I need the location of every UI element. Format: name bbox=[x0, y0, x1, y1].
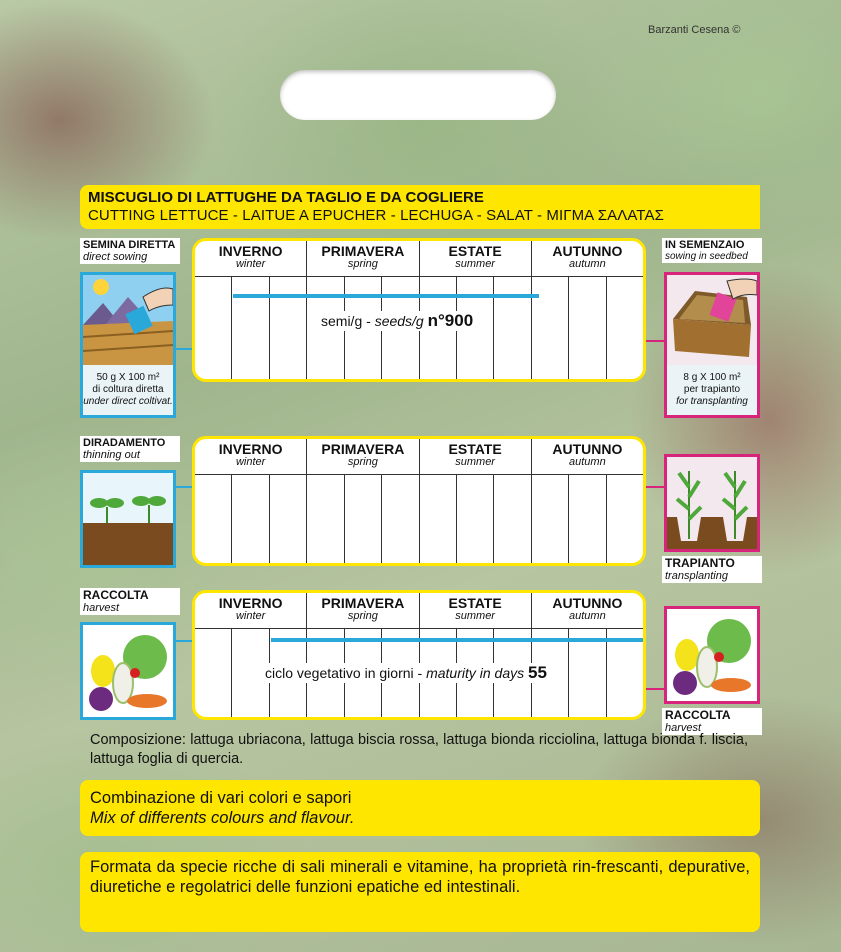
sowing-hand-icon bbox=[83, 275, 173, 365]
season-spring: PRIMAVERA spring bbox=[307, 241, 419, 276]
flavour-it: Combinazione di vari colori e sapori bbox=[90, 789, 352, 807]
harvest-illustration-left bbox=[80, 622, 176, 720]
harvest-label-right: RACCOLTA harvest bbox=[662, 708, 762, 735]
seedbed-caption-it: per trapianto bbox=[683, 384, 741, 395]
product-subtitle: CUTTING LETTUCE - LAITUE A EPUCHER - LECHUGA - SALAT - ΜΙΓΜΑ ΣΑΛΑΤΑΣ bbox=[88, 207, 664, 224]
calendar-sowing bbox=[192, 238, 646, 382]
direct-sowing-illustration bbox=[80, 272, 176, 418]
season-autumn: AUTUNNO autumn bbox=[552, 243, 623, 270]
seedbed-label: IN SEMENZAIO sowing in seedbed bbox=[662, 238, 762, 263]
composition-text: Composizione: lattuga ubriacona, lattuga biscia rossa, lattuga bionda ricciolina, lattuga bionda f. liscia, lattuga foglia di quercia. bbox=[90, 732, 748, 767]
direct-sowing-caption-it: di coltura diretta bbox=[92, 384, 164, 395]
connector-right-2 bbox=[646, 486, 664, 488]
transplant-icon bbox=[667, 457, 757, 549]
vegetables-icon bbox=[83, 625, 173, 717]
seedbed-icon bbox=[667, 275, 757, 365]
properties-text: Formata da specie ricche di sali minerali e vitamine, ha proprietà rin-frescanti, depurative, diuretiche e regolatrici delle funzioni epatiche ed intestinali. bbox=[90, 858, 750, 896]
calendar-thinning: INVERNO winter PRIMAVERA spring ESTATE summer AUTUNNO autumn bbox=[192, 436, 646, 566]
seedbed-illustration bbox=[664, 272, 760, 418]
season-winter: INVERNO winter bbox=[195, 241, 307, 276]
connector-right-1 bbox=[646, 340, 664, 342]
copyright: Barzanti Cesena © bbox=[648, 24, 741, 36]
direct-sowing-caption-en: under direct coltivat. bbox=[83, 396, 173, 407]
thinning-label: DIRADAMENTO thinning out bbox=[80, 436, 180, 462]
properties-band bbox=[80, 852, 760, 932]
hang-hole bbox=[280, 70, 556, 120]
seedbed-qty: 8 g X 100 m² bbox=[683, 372, 741, 383]
harvest-label-left: RACCOLTA harvest bbox=[80, 588, 180, 615]
seedbed-caption-en: for transplanting bbox=[676, 396, 748, 407]
sowing-period-bar bbox=[233, 294, 539, 298]
season-summer: ESTATE summer bbox=[420, 241, 532, 276]
thinning-illustration bbox=[80, 470, 176, 568]
vegetables-icon bbox=[667, 609, 757, 701]
transplanting-label: TRAPIANTO transplanting bbox=[662, 556, 762, 583]
maturity-days: ciclo vegetativo in giorni - maturity in days 55 bbox=[261, 663, 551, 683]
direct-sowing-label: SEMINA DIRETTA direct sowing bbox=[80, 238, 180, 264]
product-title: MISCUGLIO DI LATTUGHE DA TAGLIO E DA COGLIERE bbox=[88, 189, 484, 206]
harvest-period-bar bbox=[271, 638, 643, 642]
seedlings-icon bbox=[83, 473, 173, 565]
seeds-per-gram: semi/g - seeds/g n°900 bbox=[317, 311, 477, 331]
connector-right-3 bbox=[646, 688, 664, 690]
flavour-band bbox=[80, 780, 760, 836]
harvest-illustration-right bbox=[664, 606, 760, 704]
transplanting-illustration bbox=[664, 454, 760, 552]
calendar-harvest: INVERNO winter PRIMAVERA spring ESTATE summer AUTUNNO autumn ciclo vegetativo in giorni - maturity in days 55 bbox=[192, 590, 646, 720]
flavour-en: Mix of differents colours and flavour. bbox=[90, 809, 355, 827]
direct-sowing-qty: 50 g X 100 m² bbox=[96, 372, 160, 383]
